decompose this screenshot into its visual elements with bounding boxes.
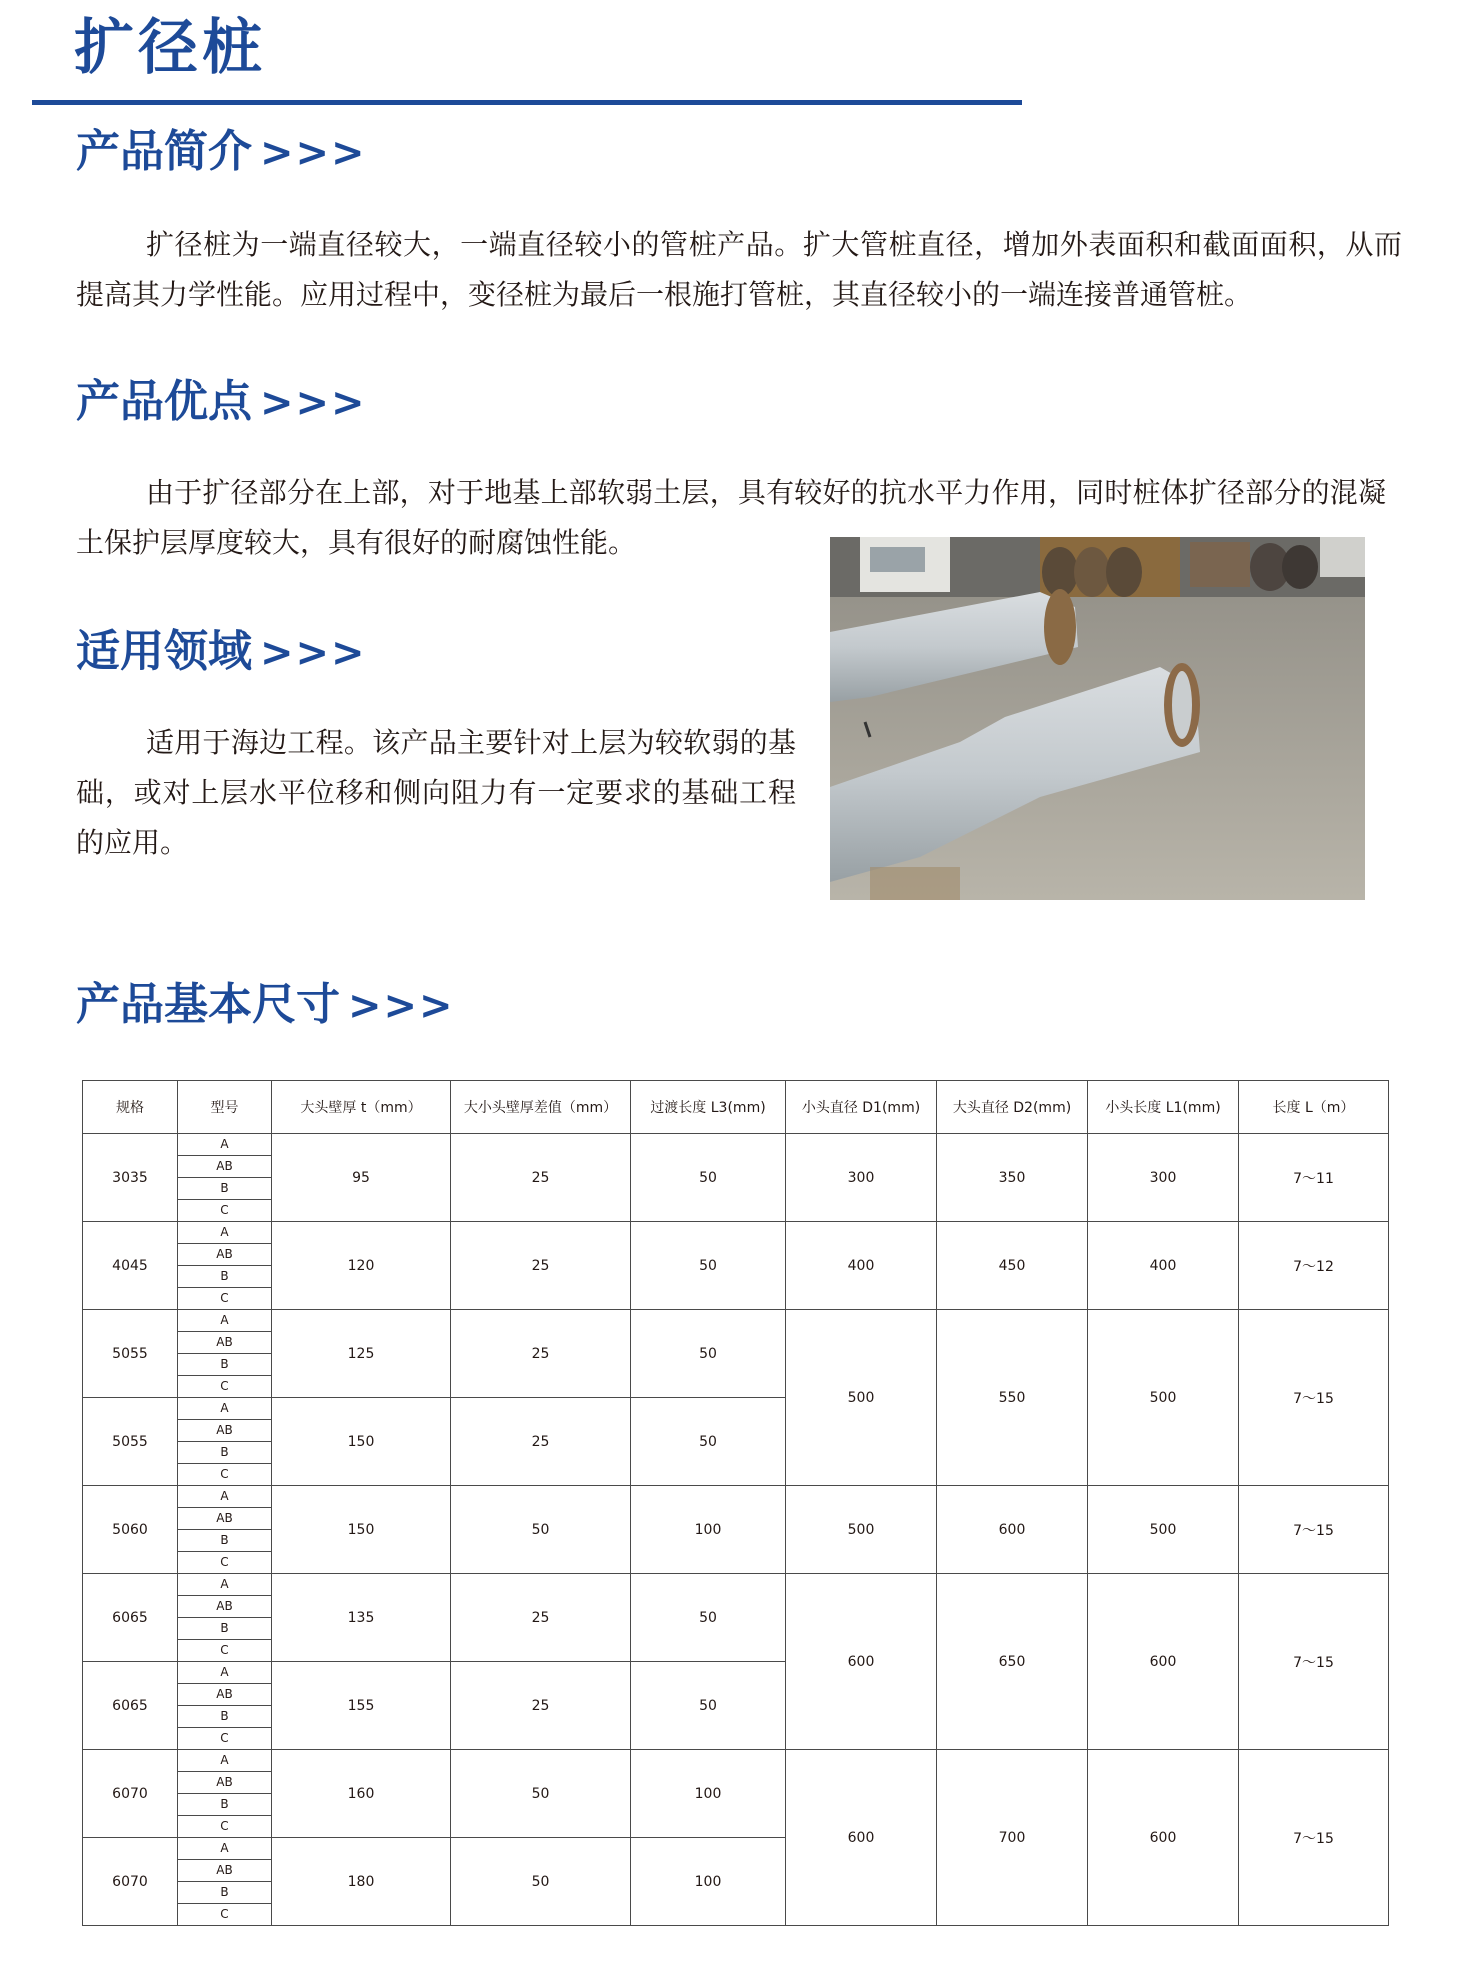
small-length-cell: 400 — [1088, 1222, 1239, 1310]
model-cell: C — [178, 1288, 272, 1310]
pile-photo — [830, 537, 1365, 900]
table-row — [83, 1134, 1389, 1156]
small-length-cell: 500 — [1088, 1310, 1239, 1486]
header-wall-thickness: 大头壁厚 t（mm） — [272, 1081, 451, 1134]
thickness-diff-cell: 50 — [451, 1486, 631, 1574]
wall-thickness-cell: 180 — [272, 1838, 451, 1926]
model-cell: C — [178, 1376, 272, 1398]
small-diameter-cell: 600 — [786, 1574, 937, 1750]
small-diameter-cell: 500 — [786, 1310, 937, 1486]
spec-cell: 5055 — [83, 1398, 178, 1486]
model-cell: C — [178, 1200, 272, 1222]
header-large-diameter: 大头直径 D2(mm) — [937, 1081, 1088, 1134]
length-cell: 7～15 — [1239, 1750, 1389, 1926]
header-transition-length: 过渡长度 L3(mm) — [631, 1081, 786, 1134]
table-row — [83, 1750, 1389, 1772]
wall-thickness-cell: 160 — [272, 1750, 451, 1838]
advantages-heading-arrows: >>> — [260, 380, 367, 426]
model-cell: A — [178, 1838, 272, 1860]
model-cell: B — [178, 1530, 272, 1552]
small-length-cell: 600 — [1088, 1750, 1239, 1926]
model-cell: C — [178, 1464, 272, 1486]
header-thickness-diff: 大小头壁厚差值（mm） — [451, 1081, 631, 1134]
small-diameter-cell: 400 — [786, 1222, 937, 1310]
thickness-diff-cell: 25 — [451, 1662, 631, 1750]
model-cell: AB — [178, 1156, 272, 1178]
model-cell: C — [178, 1552, 272, 1574]
intro-heading-arrows: >>> — [260, 130, 367, 176]
dimensions-table — [82, 1080, 1389, 1926]
thickness-diff-cell: 25 — [451, 1574, 631, 1662]
applications-paragraph: 适用于海边工程。该产品主要针对上层为较软弱的基础，或对上层水平位移和侧向阻力有一定要求的基础工程的应用。 — [76, 726, 796, 859]
model-cell: B — [178, 1706, 272, 1728]
header-small-length: 小头长度 L1(mm) — [1088, 1081, 1239, 1134]
model-cell: C — [178, 1640, 272, 1662]
model-cell: B — [178, 1178, 272, 1200]
spec-cell: 5055 — [83, 1310, 178, 1398]
header-spec: 规格 — [83, 1081, 178, 1134]
applications-heading-text: 适用领域 — [76, 626, 252, 677]
spec-cell: 5060 — [83, 1486, 178, 1574]
transition-length-cell: 100 — [631, 1750, 786, 1838]
transition-length-cell: 50 — [631, 1310, 786, 1398]
model-cell: B — [178, 1266, 272, 1288]
thickness-diff-cell: 25 — [451, 1310, 631, 1398]
model-cell: A — [178, 1662, 272, 1684]
transition-length-cell: 50 — [631, 1662, 786, 1750]
applications-heading-arrows: >>> — [260, 630, 367, 676]
title-divider — [32, 100, 1022, 105]
thickness-diff-cell: 25 — [451, 1134, 631, 1222]
table-row — [83, 1310, 1389, 1332]
length-cell: 7～15 — [1239, 1574, 1389, 1750]
model-cell: A — [178, 1222, 272, 1244]
model-cell: AB — [178, 1684, 272, 1706]
length-cell: 7～15 — [1239, 1310, 1389, 1486]
model-cell: A — [178, 1398, 272, 1420]
transition-length-cell: 100 — [631, 1486, 786, 1574]
length-cell: 7～12 — [1239, 1222, 1389, 1310]
spec-cell: 6070 — [83, 1838, 178, 1926]
model-cell: AB — [178, 1772, 272, 1794]
length-cell: 7～15 — [1239, 1486, 1389, 1574]
model-cell: AB — [178, 1860, 272, 1882]
spec-cell: 3035 — [83, 1134, 178, 1222]
table-header-row — [83, 1081, 1389, 1134]
transition-length-cell: 50 — [631, 1574, 786, 1662]
advantages-heading-text: 产品优点 — [76, 376, 252, 427]
intro-heading — [76, 122, 367, 183]
large-diameter-cell: 700 — [937, 1750, 1088, 1926]
large-diameter-cell: 350 — [937, 1134, 1088, 1222]
large-diameter-cell: 450 — [937, 1222, 1088, 1310]
small-diameter-cell: 600 — [786, 1750, 937, 1926]
advantages-heading — [76, 372, 367, 433]
wall-thickness-cell: 155 — [272, 1662, 451, 1750]
spec-cell: 6070 — [83, 1750, 178, 1838]
model-cell: C — [178, 1728, 272, 1750]
thickness-diff-cell: 25 — [451, 1222, 631, 1310]
wall-thickness-cell: 150 — [272, 1398, 451, 1486]
thickness-diff-cell: 50 — [451, 1750, 631, 1838]
intro-paragraph: 扩径桩为一端直径较大，一端直径较小的管桩产品。扩大管桩直径，增加外表面积和截面面积，从而提高其力学性能。应用过程中，变径桩为最后一根施打管桩，其直径较小的一端连接普通管桩。 — [76, 228, 1402, 311]
spec-cell: 6065 — [83, 1574, 178, 1662]
advantages-paragraph: 由于扩径部分在上部，对于地基上部软弱土层，具有较好的抗水平力作用，同时桩体扩径部分的混凝土保护层厚度较大，具有很好的耐腐蚀性能。 — [76, 476, 1386, 559]
wall-thickness-cell: 135 — [272, 1574, 451, 1662]
thickness-diff-cell: 50 — [451, 1838, 631, 1926]
small-length-cell: 500 — [1088, 1486, 1239, 1574]
model-cell: AB — [178, 1244, 272, 1266]
model-cell: A — [178, 1750, 272, 1772]
large-diameter-cell: 550 — [937, 1310, 1088, 1486]
wall-thickness-cell: 120 — [272, 1222, 451, 1310]
model-cell: AB — [178, 1332, 272, 1354]
model-cell: AB — [178, 1596, 272, 1618]
large-diameter-cell: 650 — [937, 1574, 1088, 1750]
page-title: 扩径桩 — [74, 13, 266, 83]
model-cell: B — [178, 1882, 272, 1904]
transition-length-cell: 50 — [631, 1398, 786, 1486]
transition-length-cell: 50 — [631, 1134, 786, 1222]
small-length-cell: 300 — [1088, 1134, 1239, 1222]
spec-cell: 4045 — [83, 1222, 178, 1310]
model-cell: C — [178, 1904, 272, 1926]
wall-thickness-cell: 150 — [272, 1486, 451, 1574]
table-row — [83, 1574, 1389, 1596]
large-diameter-cell: 600 — [937, 1486, 1088, 1574]
spec-cell: 6065 — [83, 1662, 178, 1750]
model-cell: A — [178, 1486, 272, 1508]
applications-heading — [76, 622, 367, 683]
model-cell: B — [178, 1794, 272, 1816]
transition-length-cell: 100 — [631, 1838, 786, 1926]
header-length: 长度 L（m） — [1239, 1081, 1389, 1134]
thickness-diff-cell: 25 — [451, 1398, 631, 1486]
header-small-diameter: 小头直径 D1(mm) — [786, 1081, 937, 1134]
model-cell: B — [178, 1442, 272, 1464]
dimensions-heading — [76, 975, 455, 1036]
dimensions-heading-text: 产品基本尺寸 — [76, 979, 340, 1030]
small-diameter-cell: 500 — [786, 1486, 937, 1574]
table-row — [83, 1486, 1389, 1508]
model-cell: A — [178, 1310, 272, 1332]
wall-thickness-cell: 95 — [272, 1134, 451, 1222]
model-cell: C — [178, 1816, 272, 1838]
small-diameter-cell: 300 — [786, 1134, 937, 1222]
intro-heading-text: 产品简介 — [76, 126, 252, 177]
model-cell: B — [178, 1354, 272, 1376]
model-cell: AB — [178, 1508, 272, 1530]
dimensions-heading-arrows: >>> — [348, 983, 455, 1029]
model-cell: AB — [178, 1420, 272, 1442]
header-model: 型号 — [178, 1081, 272, 1134]
small-length-cell: 600 — [1088, 1574, 1239, 1750]
model-cell: A — [178, 1574, 272, 1596]
wall-thickness-cell: 125 — [272, 1310, 451, 1398]
transition-length-cell: 50 — [631, 1222, 786, 1310]
model-cell: B — [178, 1618, 272, 1640]
model-cell: A — [178, 1134, 272, 1156]
table-row — [83, 1222, 1389, 1244]
length-cell: 7～11 — [1239, 1134, 1389, 1222]
